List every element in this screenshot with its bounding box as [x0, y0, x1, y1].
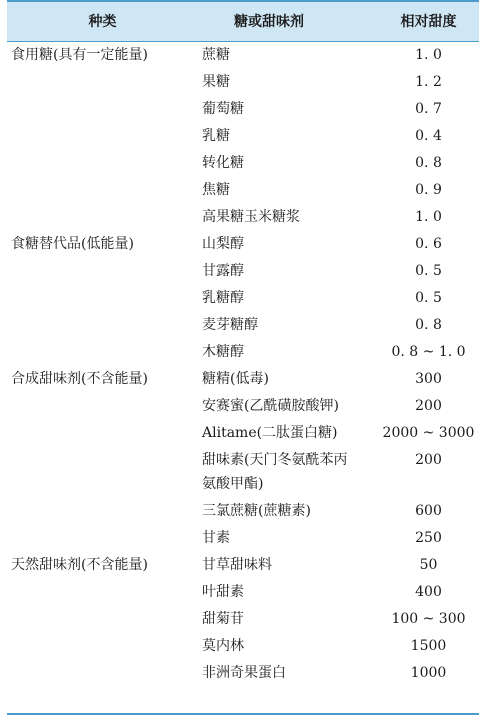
category-cell: [7, 606, 198, 633]
sweetness-cell: 0. 8: [415, 154, 442, 171]
sweetness-cell: 0. 6: [415, 235, 442, 252]
sweetener-cell: 非洲奇果蛋白: [202, 664, 286, 681]
sweetener-cell: 安赛蜜(乙酰磺胺酸钾): [202, 397, 339, 414]
table-header: [7, 1, 479, 41]
sweetness-cell: 2000 ~ 3000: [382, 424, 475, 441]
sweetener-cell: 三氯蔗糖(蔗糖素): [202, 502, 311, 519]
header-relative-sweetness: 相对甜度: [378, 1, 479, 41]
sweetness-cell: 400: [415, 583, 442, 600]
sweetener-cell: 麦芽糖醇: [202, 316, 258, 333]
category-cell: [7, 69, 198, 96]
category-cell: [7, 393, 198, 420]
sweetener-cell: 糖精(低毒): [202, 370, 269, 387]
sweetener-cell: 甜菊苷: [202, 610, 244, 627]
sweetness-cell: 1. 0: [415, 208, 442, 225]
table-row: [7, 420, 479, 447]
table-row: [7, 123, 479, 150]
header-sweetener: 糖或甜味剂: [198, 1, 378, 41]
sweetness-cell: 100 ~ 300: [391, 610, 466, 627]
table-bottom-rule: [7, 713, 479, 715]
category-cell: [7, 447, 198, 498]
sweetener-cell: 甜味素(天门冬氨酰苯丙氨酸甲酯): [202, 451, 348, 492]
sweetness-cell: 1. 0: [415, 46, 442, 63]
category-cell: [7, 204, 198, 231]
sweetness-cell: 0. 7: [415, 100, 442, 117]
header-row: [7, 1, 479, 41]
category-cell: [7, 285, 198, 312]
table-row: [7, 447, 479, 498]
sweetener-cell: 果糖: [202, 73, 230, 90]
category-cell: 天然甜味剂(不含能量): [11, 556, 148, 573]
sweetness-cell: 0. 8: [415, 316, 442, 333]
sweetness-cell: 250: [415, 529, 442, 546]
sweetener-cell: 乳糖: [202, 127, 230, 144]
sweetness-cell: 50: [419, 556, 438, 573]
sweetener-cell: 乳糖醇: [202, 289, 244, 306]
sweetener-cell: 转化糖: [202, 154, 244, 171]
category-cell: 食糖替代品(低能量): [11, 235, 134, 252]
table-row: [7, 312, 479, 339]
sweetness-cell: 1500: [410, 637, 447, 654]
table-row: [7, 177, 479, 204]
sweetener-cell: 叶甜素: [202, 583, 244, 600]
sweetness-cell: 0. 8 ~ 1. 0: [391, 343, 466, 360]
table-row: [7, 579, 479, 606]
category-cell: [7, 579, 198, 606]
table-row: [7, 339, 479, 366]
category-cell: 食用糖(具有一定能量): [11, 46, 148, 63]
sweetness-cell: 0. 4: [415, 127, 442, 144]
sweetness-cell: 0. 5: [415, 262, 442, 279]
sweetness-cell: 1. 2: [415, 73, 442, 90]
sweetness-cell: 0. 9: [415, 181, 442, 198]
table-row: [7, 366, 479, 393]
category-cell: [7, 420, 198, 447]
table-row: [7, 69, 479, 96]
sweetener-cell: 葡萄糖: [202, 100, 244, 117]
sweetener-cell: 甘露醇: [202, 262, 244, 279]
table-row: [7, 498, 479, 525]
sweetness-cell: 200: [415, 397, 442, 414]
sweetener-cell: 焦糖: [202, 181, 230, 198]
category-cell: [7, 96, 198, 123]
table-row: [7, 525, 479, 552]
table-row: [7, 96, 479, 123]
category-cell: 合成甜味剂(不含能量): [11, 370, 148, 387]
sweetener-cell: 高果糖玉米糖浆: [202, 208, 300, 225]
sweetener-cell: 莫内林: [202, 637, 244, 654]
table-row: [7, 231, 479, 258]
sweetness-cell: 0. 5: [415, 289, 442, 306]
table-row: [7, 285, 479, 312]
sweetness-cell: 300: [415, 370, 442, 387]
table-body: [7, 41, 479, 687]
sweetener-cell: 山梨醇: [202, 235, 244, 252]
table-row: [7, 41, 479, 69]
category-cell: [7, 258, 198, 285]
sweetener-cell: 甘素: [202, 529, 230, 546]
header-category: 种类: [7, 1, 198, 41]
sweetness-cell: 600: [415, 502, 442, 519]
table-row: [7, 393, 479, 420]
table-row: [7, 660, 479, 687]
sweetener-cell: 甘草甜味料: [202, 556, 272, 573]
category-cell: [7, 312, 198, 339]
category-cell: [7, 177, 198, 204]
category-cell: [7, 498, 198, 525]
category-cell: [7, 660, 198, 687]
category-cell: [7, 123, 198, 150]
sweetness-cell: 200: [415, 451, 442, 468]
table-row: [7, 606, 479, 633]
sweetener-cell: 蔗糖: [202, 46, 230, 63]
table-row: [7, 258, 479, 285]
table-row: [7, 150, 479, 177]
category-cell: [7, 339, 198, 366]
category-cell: [7, 525, 198, 552]
table-row: [7, 204, 479, 231]
table-row: [7, 552, 479, 579]
category-cell: [7, 633, 198, 660]
sweetener-cell: 木糖醇: [202, 343, 244, 360]
sweetness-table: [7, 0, 479, 687]
category-cell: [7, 150, 198, 177]
sweetener-cell: Alitame(二肽蛋白糖): [202, 424, 338, 441]
sweetness-cell: 1000: [410, 664, 447, 681]
table-row: [7, 633, 479, 660]
